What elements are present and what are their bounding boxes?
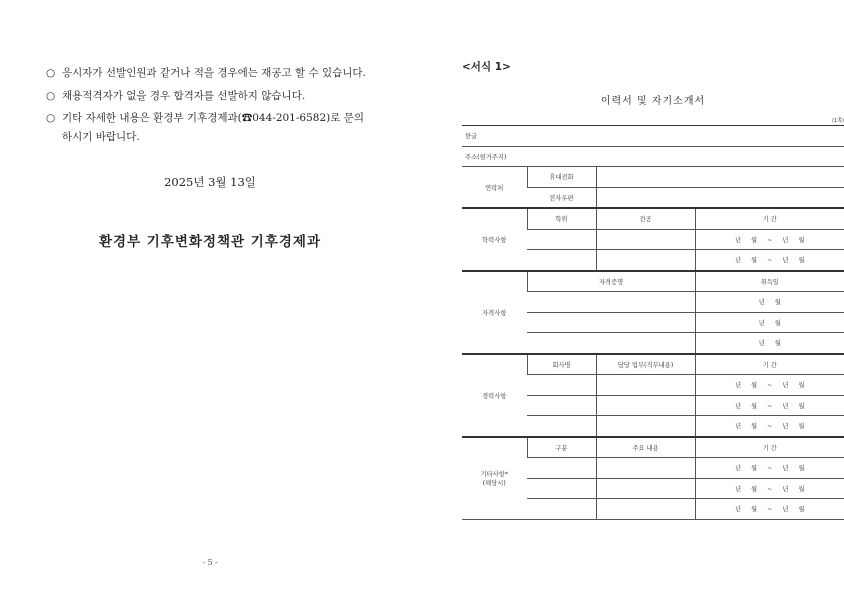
company-header: 회사명	[527, 354, 596, 375]
circle-bullet-icon: ○	[46, 112, 56, 124]
degree-field[interactable]	[527, 229, 596, 250]
content-header: 주요 내용	[596, 437, 695, 458]
acquired-date-field[interactable]: 년 월	[695, 333, 844, 354]
degree-header: 학위	[527, 208, 596, 229]
period-field[interactable]: 년 월 ~ 년 월	[695, 478, 844, 499]
agency-name: 환경부 기후변화정책관 기후경제과	[98, 234, 321, 250]
certificate-header-row	[462, 271, 844, 292]
notice-continuation: 하시기 바랍니다.	[62, 131, 140, 143]
contact-label: 연락처	[462, 167, 527, 209]
company-field[interactable]	[527, 375, 596, 396]
education-header-row	[462, 208, 844, 229]
notice-item	[46, 64, 386, 83]
other-label-line: 기타사항*	[480, 471, 508, 478]
form-title: 이력서 및 자기소개서	[600, 96, 706, 107]
notice-text: 채용적격자가 없을 경우 합격자를 선발하지 않습니다.	[62, 90, 306, 102]
address-label: 주소(현거주지)	[462, 146, 844, 167]
company-field[interactable]	[527, 416, 596, 437]
duty-field[interactable]	[596, 416, 695, 437]
category-header: 구분	[527, 437, 596, 458]
circle-bullet-icon: ○	[46, 67, 56, 79]
category-field[interactable]	[527, 458, 596, 479]
period-field[interactable]: 년 월 ~ 년 월	[695, 499, 844, 520]
degree-field[interactable]	[527, 250, 596, 271]
left-page	[0, 0, 420, 595]
education-label: 학력사항	[462, 208, 527, 271]
form-label: <서식 1>	[462, 61, 511, 73]
period-field[interactable]: 년 월 ~ 년 월	[695, 375, 844, 396]
address-row	[462, 146, 844, 167]
content-field[interactable]	[596, 458, 695, 479]
circle-bullet-icon: ○	[46, 90, 56, 102]
notice-item	[46, 109, 386, 147]
page-note: (1쪽)	[832, 118, 844, 124]
certificate-name-header: 자격증명	[527, 271, 695, 292]
page-number: - 5 -	[202, 558, 218, 567]
resume-table	[462, 125, 844, 520]
announcement-date: 2025년 3월 13일	[164, 175, 256, 189]
major-header: 전공	[596, 208, 695, 229]
acquired-date-field[interactable]: 년 월	[695, 292, 844, 313]
duty-field[interactable]	[596, 395, 695, 416]
content-field[interactable]	[596, 499, 695, 520]
mobile-label: 휴대전화	[527, 167, 596, 188]
duty-field[interactable]	[596, 375, 695, 396]
mobile-field[interactable]	[596, 167, 844, 188]
right-page	[420, 0, 844, 595]
content-field[interactable]	[596, 478, 695, 499]
notice-item	[46, 87, 386, 106]
email-field[interactable]	[596, 187, 844, 208]
category-field[interactable]	[527, 478, 596, 499]
period-header: 기 간	[695, 354, 844, 375]
period-header: 기 간	[695, 437, 844, 458]
certificate-name-field[interactable]	[527, 292, 695, 313]
other-label	[462, 437, 527, 520]
duty-header: 담당 업무(직무내용)	[596, 354, 695, 375]
contact-row	[462, 167, 844, 188]
name-label: 한글	[462, 126, 844, 147]
period-field[interactable]: 년 월 ~ 년 월	[695, 416, 844, 437]
period-field[interactable]: 년 월 ~ 년 월	[695, 395, 844, 416]
major-field[interactable]	[596, 229, 695, 250]
resume-form	[462, 118, 844, 520]
career-label: 경력사항	[462, 354, 527, 437]
period-field[interactable]: 년 월 ~ 년 월	[695, 229, 844, 250]
certificate-name-field[interactable]	[527, 333, 695, 354]
period-header: 기 간	[695, 208, 844, 229]
period-field[interactable]: 년 월 ~ 년 월	[695, 458, 844, 479]
email-label: 전자우편	[527, 187, 596, 208]
career-header-row	[462, 354, 844, 375]
other-header-row	[462, 437, 844, 458]
company-field[interactable]	[527, 395, 596, 416]
certificates-label: 자격사항	[462, 271, 527, 354]
acquired-date-field[interactable]: 년 월	[695, 312, 844, 333]
name-row	[462, 126, 844, 147]
acquired-date-header: 취득일	[695, 271, 844, 292]
other-label-line: (해당시)	[482, 480, 506, 487]
certificate-name-field[interactable]	[527, 312, 695, 333]
notice-text: 기타 자세한 내용은 환경부 기후경제과(☎044-201-6582)로 문의	[62, 112, 364, 124]
notice-text: 응시자가 선발인원과 같거나 적을 경우에는 재공고 할 수 있습니다.	[62, 67, 366, 79]
category-field[interactable]	[527, 499, 596, 520]
period-field[interactable]: 년 월 ~ 년 월	[695, 250, 844, 271]
major-field[interactable]	[596, 250, 695, 271]
